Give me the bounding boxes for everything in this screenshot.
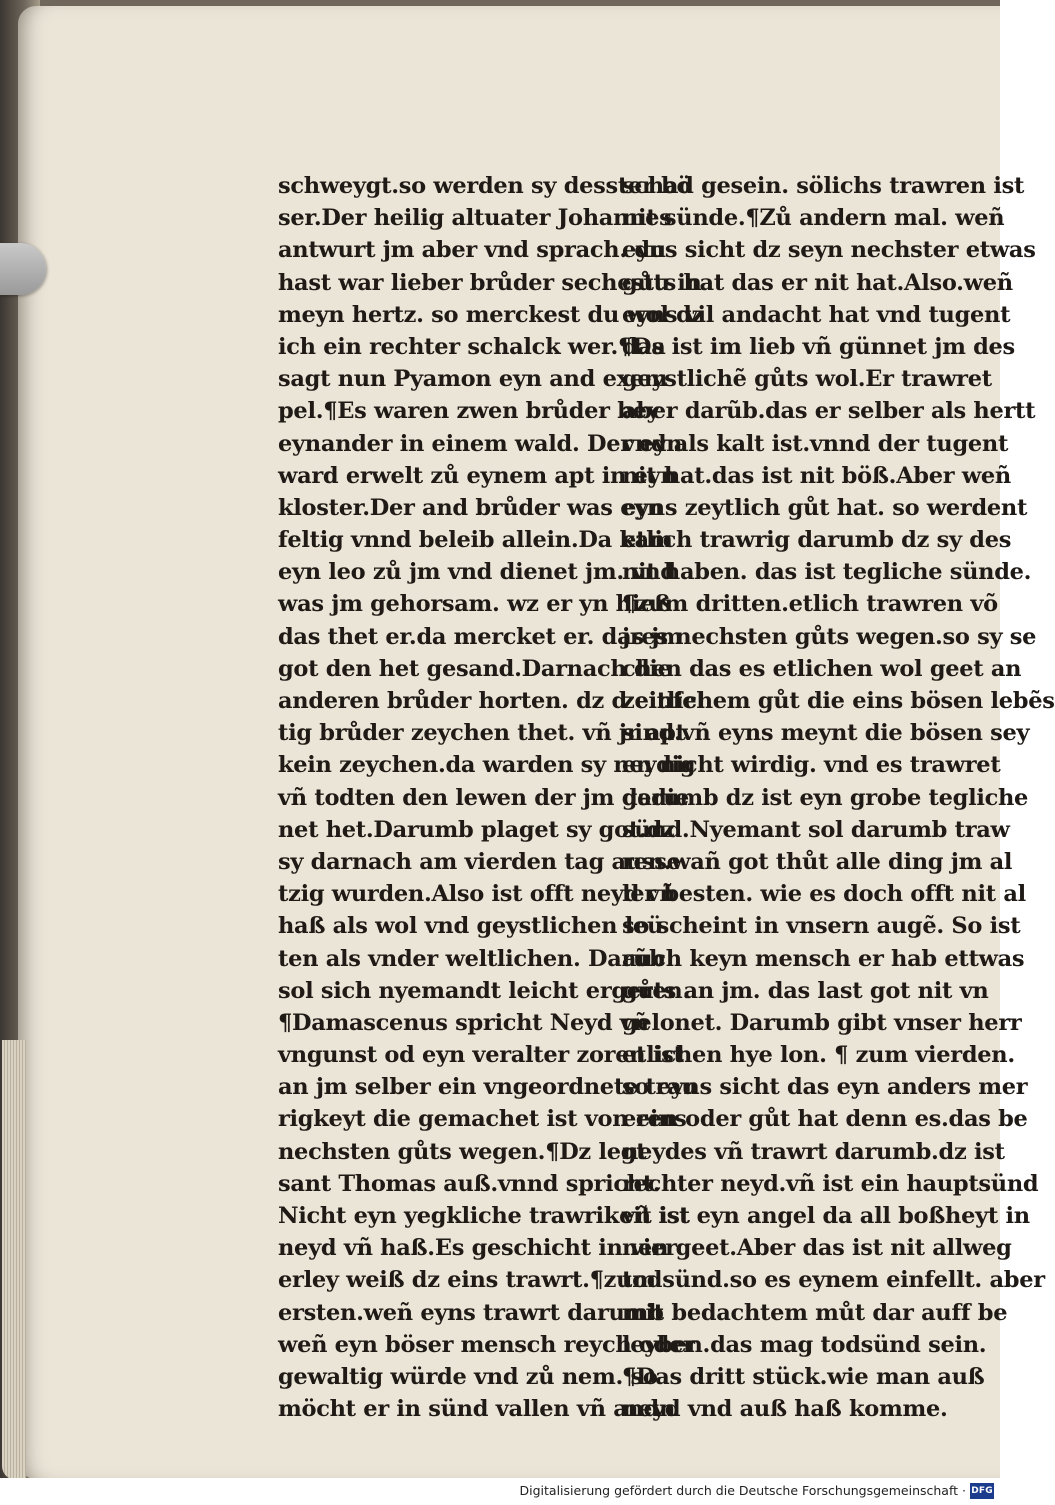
- text-line: feltig vnnd beleib allein.Da kam: [278, 527, 673, 554]
- text-line: schweygt.so werden sy desster bö: [278, 173, 692, 199]
- text-column-left: [278, 170, 705, 1425]
- text-line: kein zeychen.da warden sy neydig: [278, 752, 696, 779]
- funding-notice: Digitalisierung gefördert durch die Deutsche Forschungsgemeinschaft ·: [519, 1483, 966, 1498]
- text-line: vnd als kalt ist.vnnd der tugent: [622, 430, 1009, 457]
- text-line: möcht er in sünd vallen vñ andn: [278, 1396, 676, 1423]
- text-line: mit bedachtem můt dar auff be: [622, 1299, 1008, 1326]
- text-line: meyn hertz. so merckest du wol dz: [278, 301, 705, 328]
- text-line: gewaltig würde vnd zů nem. so: [278, 1363, 658, 1390]
- text-line: neyd vñ haß.Es geschicht in vier: [278, 1235, 677, 1262]
- text-line: nit hat.das ist nit böß.Aber weñ: [622, 462, 1011, 489]
- text-line: ich ein rechter schalck wer.¶Da: [278, 333, 666, 360]
- text-line: chen das es etlichen wol geet an: [622, 655, 1022, 682]
- text-line: haß als wol vnd geystlichen leü: [278, 913, 664, 940]
- footer-banner: [0, 1478, 1000, 1505]
- text-line: sant Thomas auß.vnnd spricht.: [278, 1170, 661, 1197]
- text-line: etlich trawrig darumb dz sy des: [622, 527, 1012, 554]
- text-line: eyns vil andacht hat vnd tugent: [622, 301, 1011, 328]
- text-line: etlichen hye lon. ¶ zum vierden.: [622, 1042, 1015, 1069]
- text-line: geystlichẽ gůts wol.Er trawret: [622, 366, 992, 393]
- text-line: ¶Das dritt stück.wie man auß: [622, 1363, 985, 1390]
- text-line: vngunst od eyn veralter zoren ist: [278, 1042, 684, 1069]
- text-line: erley weiß dz eins trawrt.¶zum: [278, 1267, 656, 1294]
- text-line: eynander in einem wald. Der eyn: [278, 430, 683, 457]
- text-line: ersten.weñ eyns trawrt darumb: [278, 1299, 664, 1326]
- text-line: en nicht wirdig. vnd es trawret: [622, 752, 1001, 779]
- text-line: an jm selber ein vngeordnete trau: [278, 1074, 698, 1101]
- text-line: sind.vñ eyns meynt die bösen sey: [622, 720, 1030, 747]
- text-line: ¶Damascenus spricht Neyd vñ: [278, 1009, 649, 1036]
- text-line: auch keyn mensch er hab ettwas: [622, 945, 1025, 972]
- text-line: sol sich nyemandt leicht ergeren.: [278, 977, 690, 1004]
- text-line: Nicht eyn yegkliche trawrikeit ist: [278, 1203, 690, 1229]
- text-line: das ist im lieb vñ günnet jm des: [622, 333, 1015, 360]
- text-line: leyben.das mag todsünd sein.: [622, 1331, 987, 1358]
- text-line: das thet er.da mercket er. das jm: [278, 623, 683, 650]
- text-line: schad gesein. sölichs trawren ist: [622, 173, 1025, 199]
- text-line: hast war lieber brůder sechestu in: [278, 269, 702, 296]
- text-line: sy darnach am vierden tag ausse: [278, 848, 681, 875]
- text-line: was jm gehorsam. wz er yn hieß: [278, 591, 671, 618]
- text-line: rechter neyd.vñ ist ein hauptsünd: [622, 1170, 1039, 1197]
- text-line: got den het gesand.Darnach die: [278, 655, 672, 682]
- text-line: vñ todten den lewen der jm gedie: [278, 784, 689, 811]
- text-line: sünd.Nyemant sol darumb traw: [622, 816, 1010, 843]
- text-line: so scheint in vnsern augẽ. So ist: [622, 913, 1021, 940]
- text-line: tzig wurden.Also ist offt neyd vñ: [278, 881, 676, 908]
- text-line: nit haben. das ist tegliche sünde.: [622, 559, 1032, 586]
- text-line: ¶zum dritten.etlich trawren võ: [622, 591, 998, 618]
- text-line: anderen brůder horten. dz d einfel: [278, 688, 705, 714]
- text-line: net het.Darumb plaget sy got.dz: [278, 816, 675, 843]
- text-line: ward erwelt zů eynem apt in eyn: [278, 462, 677, 489]
- text-line: ren.wañ got thůt alle ding jm al: [622, 848, 1013, 875]
- text-line: aber darũb.das er selber als hertt: [622, 398, 1036, 425]
- text-line: tig brůder zeychen thet. vñ jr apt: [278, 720, 686, 747]
- dfg-logo: DFG: [970, 1483, 994, 1499]
- text-line: kloster.Der and brůder was eyn: [278, 494, 664, 521]
- text-line: todsünd.so es eynem einfellt. aber: [622, 1267, 1045, 1294]
- text-line: ser.Der heilig altuater Johannes: [278, 205, 672, 232]
- text-column-right: [622, 170, 1055, 1425]
- text-line: vñ ist eyn angel da all boßheyt in: [622, 1203, 1030, 1229]
- text-line: gůts an jm. das last got nit vn: [622, 977, 989, 1004]
- text-line: eyns zeytlich gůt hat. so werdent: [622, 494, 1028, 521]
- text-line: weñ eyn böser mensch reych oder: [278, 1331, 695, 1358]
- text-line: ten als vnder weltlichen. Darũb: [278, 945, 665, 972]
- text-line: darumb dz ist eyn grobe tegliche: [622, 784, 1029, 811]
- text-line: ler besten. wie es doch offt nit al: [622, 881, 1026, 908]
- text-line: so eyns sicht das eyn anders mer: [622, 1074, 1028, 1101]
- text-line: pel.¶Es waren zwen brůder bey: [278, 398, 660, 425]
- text-line: eyn leo zů jm vnd dienet jm. vnd: [278, 559, 676, 586]
- text-line: rigkeyt die gemachet ist von eins: [278, 1106, 687, 1133]
- text-line: nit sünde.¶Zů andern mal. weñ: [622, 205, 1005, 232]
- text-line: nechsten gůts wegen.¶Dz legt: [278, 1138, 647, 1165]
- text-line: eyns sicht dz seyn nechster etwas: [622, 237, 1036, 264]
- text-line: gůts hat das er nit hat.Also.weñ: [622, 269, 1013, 296]
- text-line: jres nechsten gůts wegen.so sy se: [622, 623, 1037, 650]
- text-line: eren oder gůt hat denn es.das be: [622, 1106, 1028, 1133]
- page-stack-edges: [2, 1040, 26, 1480]
- text-line: neyd vnd auß haß komme.: [622, 1396, 948, 1423]
- text-line: zeitlichem gůt die eins bösen lebẽs: [622, 688, 1055, 714]
- text-line: neydes vñ trawrt darumb.dz ist: [622, 1138, 1005, 1165]
- text-line: antwurt jm aber vnd sprach. du: [278, 237, 666, 264]
- text-line: nen geet.Aber das ist nit allweg: [622, 1235, 1012, 1262]
- text-line: sagt nun Pyamon eyn and exem: [278, 366, 668, 393]
- text-line: gelonet. Darumb gibt vnser herr: [622, 1009, 1022, 1036]
